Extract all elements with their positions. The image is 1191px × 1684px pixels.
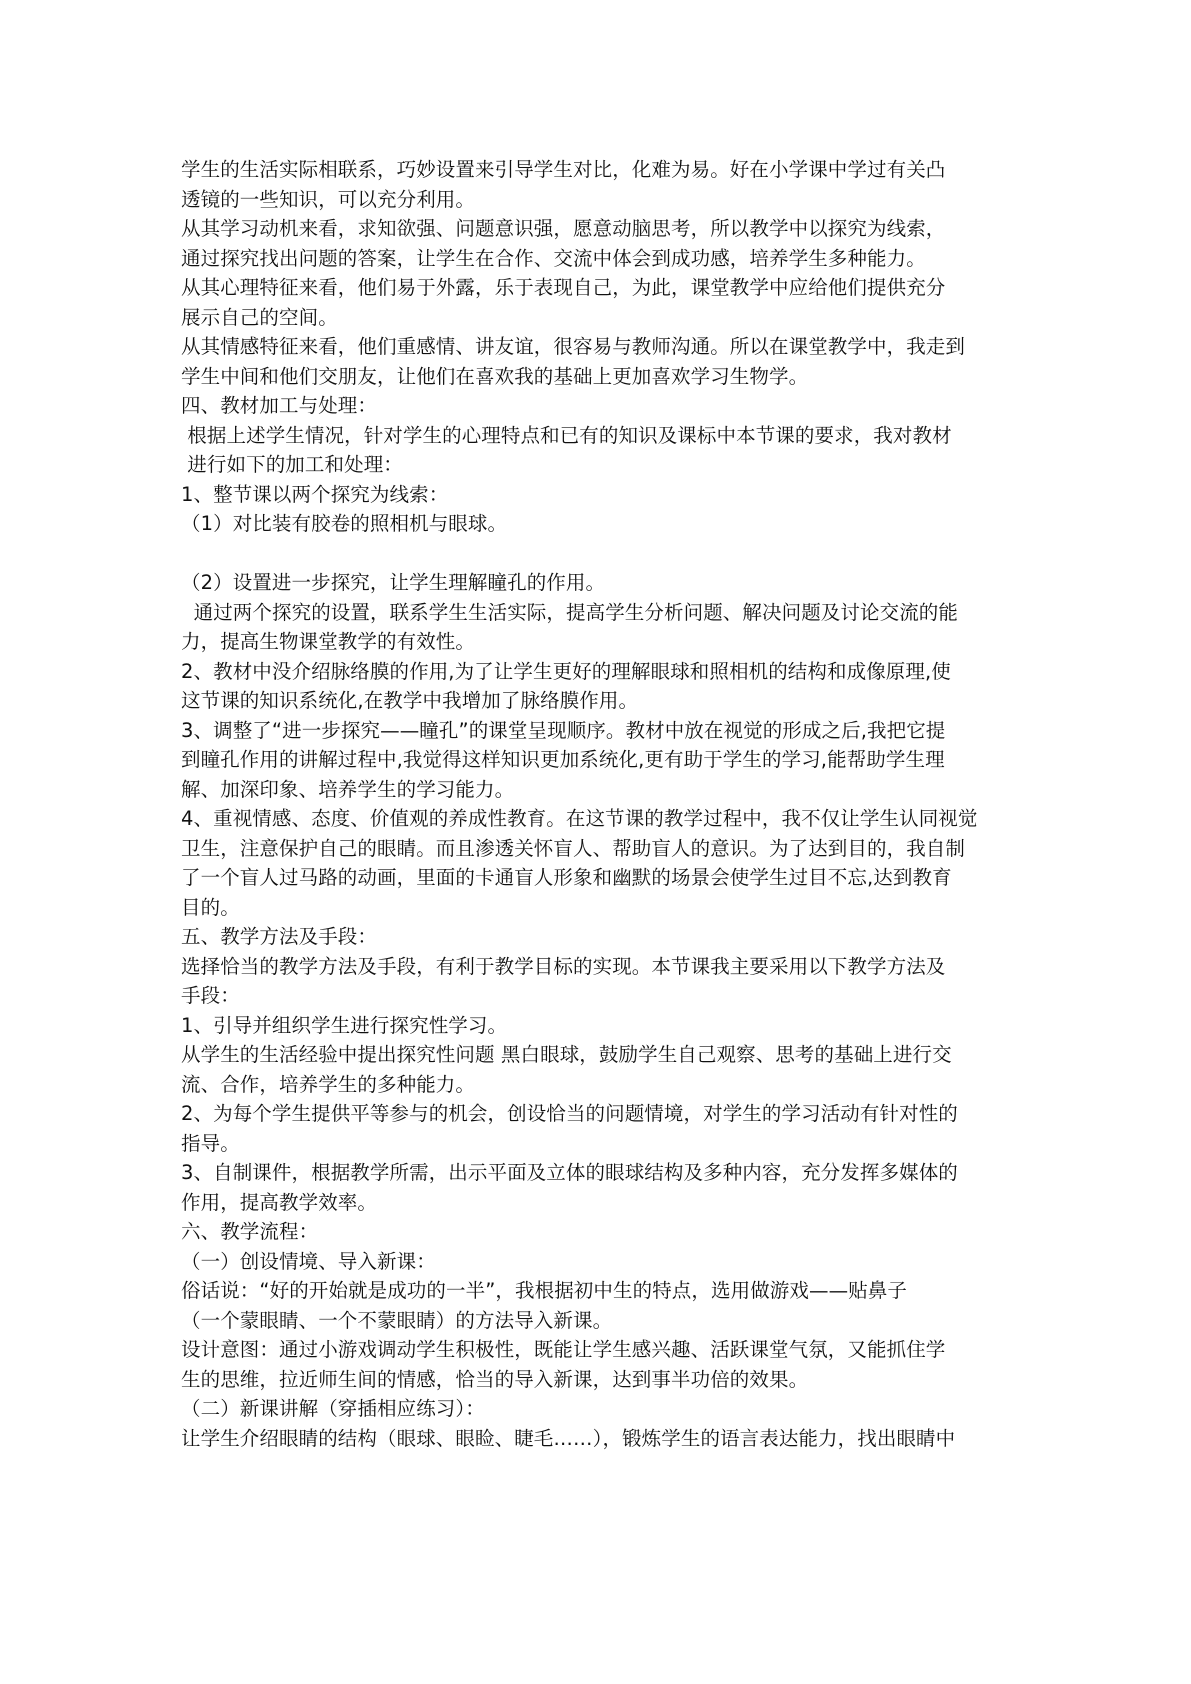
text-line: 选择恰当的教学方法及手段，有利于教学目标的实现。本节课我主要采用以下教学方法及 <box>181 954 946 978</box>
text-line: 2、教材中没介绍脉络膜的作用,为了让学生更好的理解眼球和照相机的结构和成像原理,使 <box>181 659 951 683</box>
text-line: 1、引导并组织学生进行探究性学习。 <box>181 1013 508 1037</box>
text-line: 从学生的生活经验中提出探究性问题 黑白眼球，鼓励学生自己观察、思考的基础上进行交 <box>181 1043 952 1066</box>
text-line: （二）新课讲解（穿插相应练习）： <box>181 1397 485 1420</box>
text-line: 流、合作，培养学生的多种能力。 <box>181 1072 476 1096</box>
text-line: 这节课的知识系统化,在教学中我增加了脉络膜作用。 <box>181 689 639 712</box>
text-line: 学生中间和他们交朋友，让他们在喜欢我的基础上更加喜欢学习生物学。 <box>181 364 809 388</box>
text-line: 通过探究找出问题的答案，让学生在合作、交流中体会到成功感，培养学生多种能力。 <box>181 246 926 270</box>
text-line: （1）对比装有胶卷的照相机与眼球。 <box>181 512 508 535</box>
text-line: 从其情感特征来看，他们重感情、讲友谊，很容易与教师沟通。所以在课堂教学中，我走到 <box>181 335 966 358</box>
document-body <box>181 155 1011 1453</box>
text-line: 让学生介绍眼睛的结构（眼球、眼睑、睫毛……），锻炼学生的语言表达能力，找出眼睛中 <box>181 1426 956 1450</box>
text-line: 五、教学方法及手段： <box>181 925 378 948</box>
text-line: 了一个盲人过马路的动画，里面的卡通盲人形象和幽默的场景会使学生过目不忘,达到教育 <box>181 866 952 889</box>
text-line: 2、为每个学生提供平等参与的机会，创设恰当的问题情境，对学生的学习活动有针对性的 <box>181 1102 958 1125</box>
text-line: 3、调整了“进一步探究——瞳孔”的课堂呈现顺序。教材中放在视觉的形成之后,我把它提 <box>181 718 946 742</box>
text-line: （2）设置进一步探究，让学生理解瞳孔的作用。 <box>181 571 606 594</box>
text-line: 手段： <box>181 984 240 1007</box>
text-line: 3、自制课件，根据教学所需，出示平面及立体的眼球结构及多种内容，充分发挥多媒体的 <box>181 1161 958 1184</box>
text-line: 学生的生活实际相联系，巧妙设置来引导学生对比，化难为易。好在小学课中学过有关凸 <box>181 158 946 181</box>
text-line: 指导。 <box>181 1131 240 1155</box>
text-line: （一）创设情境、导入新课： <box>181 1249 436 1273</box>
text-line: 六、教学流程： <box>181 1220 319 1243</box>
text-line: 从其心理特征来看，他们易于外露，乐于表现自己，为此，课堂教学中应给他们提供充分 <box>181 276 946 299</box>
text-line: 俗话说：“好的开始就是成功的一半”，我根据初中生的特点，选用做游戏——贴鼻子 <box>181 1279 908 1302</box>
text-line: 进行如下的加工和处理： <box>181 453 403 476</box>
text-line: 通过两个探究的设置，联系学生生活实际，提高学生分析问题、解决问题及讨论交流的能 <box>181 600 958 624</box>
text-line: 4、重视情感、态度、价值观的养成性教育。在这节课的教学过程中，我不仅让学生认同视觉 <box>181 807 978 830</box>
text-line: 作用，提高教学效率。 <box>181 1190 378 1214</box>
text-line: 解、加深印象、培养学生的学习能力。 <box>181 777 515 801</box>
text-line: 设计意图：通过小游戏调动学生积极性，既能让学生感兴趣、活跃课堂气氛，又能抓住学 <box>181 1338 946 1361</box>
text-line: 1、整节课以两个探究为线索： <box>181 482 449 506</box>
text-line: 力，提高生物课堂教学的有效性。 <box>181 630 476 653</box>
text-line: 四、教材加工与处理： <box>181 394 378 417</box>
text-line: 从其学习动机来看，求知欲强、问题意识强，愿意动脑思考，所以教学中以探究为线索， <box>181 217 946 240</box>
text-line <box>181 539 1011 569</box>
text-line: （一个蒙眼睛、一个不蒙眼睛）的方法导入新课。 <box>181 1308 613 1332</box>
text-line: 目的。 <box>181 895 240 919</box>
text-line: 展示自己的空间。 <box>181 305 338 329</box>
text-line: 卫生，注意保护自己的眼睛。而且渗透关怀盲人、帮助盲人的意识。为了达到目的，我自制 <box>181 836 966 860</box>
text-line: 到瞳孔作用的讲解过程中,我觉得这样知识更加系统化,更有助于学生的学习,能帮助学生理 <box>181 748 945 771</box>
text-line: 生的思维，拉近师生间的情感，恰当的导入新课，达到事半功倍的效果。 <box>181 1367 809 1391</box>
text-line: 透镜的一些知识，可以充分利用。 <box>181 187 476 211</box>
text-line: 根据上述学生情况，针对学生的心理特点和已有的知识及课标中本节课的要求，我对教材 <box>181 423 952 447</box>
